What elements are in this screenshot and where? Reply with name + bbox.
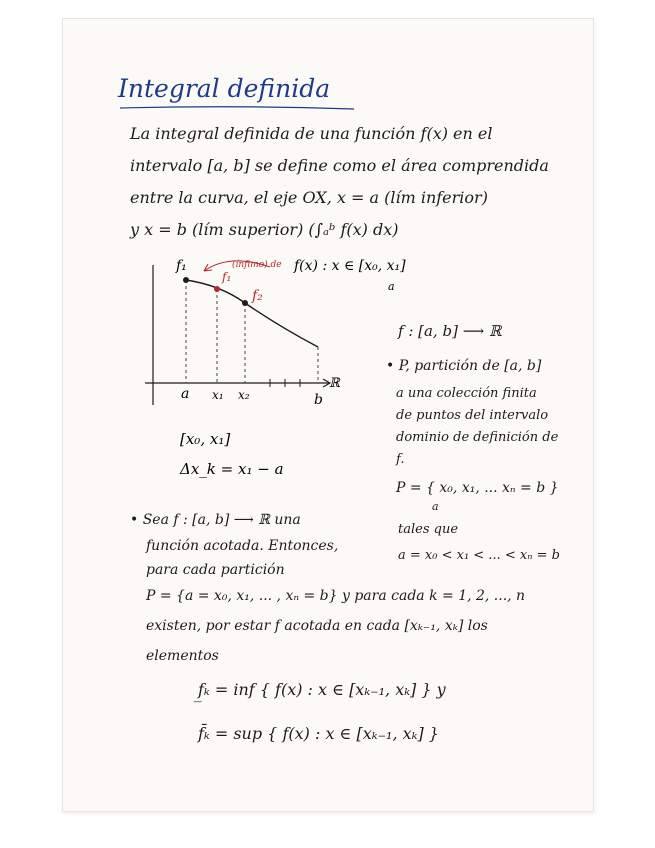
partition-line-5: f. (396, 452, 405, 467)
partition-set: P = { x₀, x₁, ... xₙ = b } (396, 480, 559, 496)
intro-line-4: y x = b (lím superior) (∫ₐᵇ f(x) dx) (130, 220, 399, 239)
partition-line-2: a una colección finita (396, 386, 537, 401)
point-f2 (242, 300, 248, 306)
label-f1-red: f₁ (222, 270, 232, 284)
point-f1 (183, 277, 189, 283)
tick-a: a (181, 386, 190, 402)
label-f2: f₂ (252, 288, 263, 304)
label-f1: f₁ (176, 258, 187, 274)
label-infimo: (ínfimo) de (232, 260, 282, 270)
supremum-formula: f̄ₖ = sup { f(x) : x ∈ [xₖ₋₁, xₖ] } (198, 724, 439, 743)
partition-line-4: dominio de definición de (396, 430, 559, 445)
tales-que: tales que (398, 522, 459, 537)
page-title: Integral definida (118, 74, 331, 103)
graph-set-a: a (388, 280, 395, 293)
intro-line-1: La integral definida de una función f(x) en el (130, 124, 493, 143)
body-line-6: elementos (146, 648, 219, 664)
body-line-2: función acotada. Entonces, (146, 538, 339, 554)
infimum-formula: f̲ₖ = inf { f(x) : x ∈ [xₖ₋₁, xₖ] } y (198, 680, 446, 699)
intro-line-3: entre la curva, el eje OX, x = a (lím inferior) (130, 188, 488, 207)
tick-b: b (314, 392, 323, 408)
tick-x1: x₁ (212, 388, 224, 402)
partition-set-a: a (432, 500, 439, 513)
intro-line-2: intervalo [a, b] se define como el área comprendida (130, 156, 549, 175)
body-line-3: para cada partición (146, 562, 285, 578)
partition-line-3: de puntos del intervalo (396, 408, 549, 423)
body-line-4: P = {a = x₀, x₁, ... , xₙ = b} y para cada k = 1, 2, ..., n (146, 588, 526, 604)
partition-line-1: • P, partición de [a, b] (386, 358, 542, 374)
partition-inequality: a = x₀ < x₁ < ... < xₙ = b (398, 548, 560, 563)
function-graph (120, 255, 350, 415)
interval-label: [x₀, x₁] (180, 430, 231, 448)
title-underline (118, 104, 358, 112)
point-infimo (214, 286, 220, 292)
body-line-1: • Sea f : [a, b] ⟶ ℝ una (130, 512, 301, 528)
map-definition: f : [a, b] ⟶ ℝ (398, 322, 502, 340)
tick-x2: x₂ (238, 388, 250, 402)
graph-set: f(x) : x ∈ [x₀, x₁] (294, 258, 406, 274)
delta-label: Δx_k = x₁ − a (180, 460, 284, 478)
axis-r: ℝ (329, 376, 340, 391)
body-line-5: existen, por estar f acotada en cada [xₖ₋₁, xₖ] los (146, 618, 488, 634)
